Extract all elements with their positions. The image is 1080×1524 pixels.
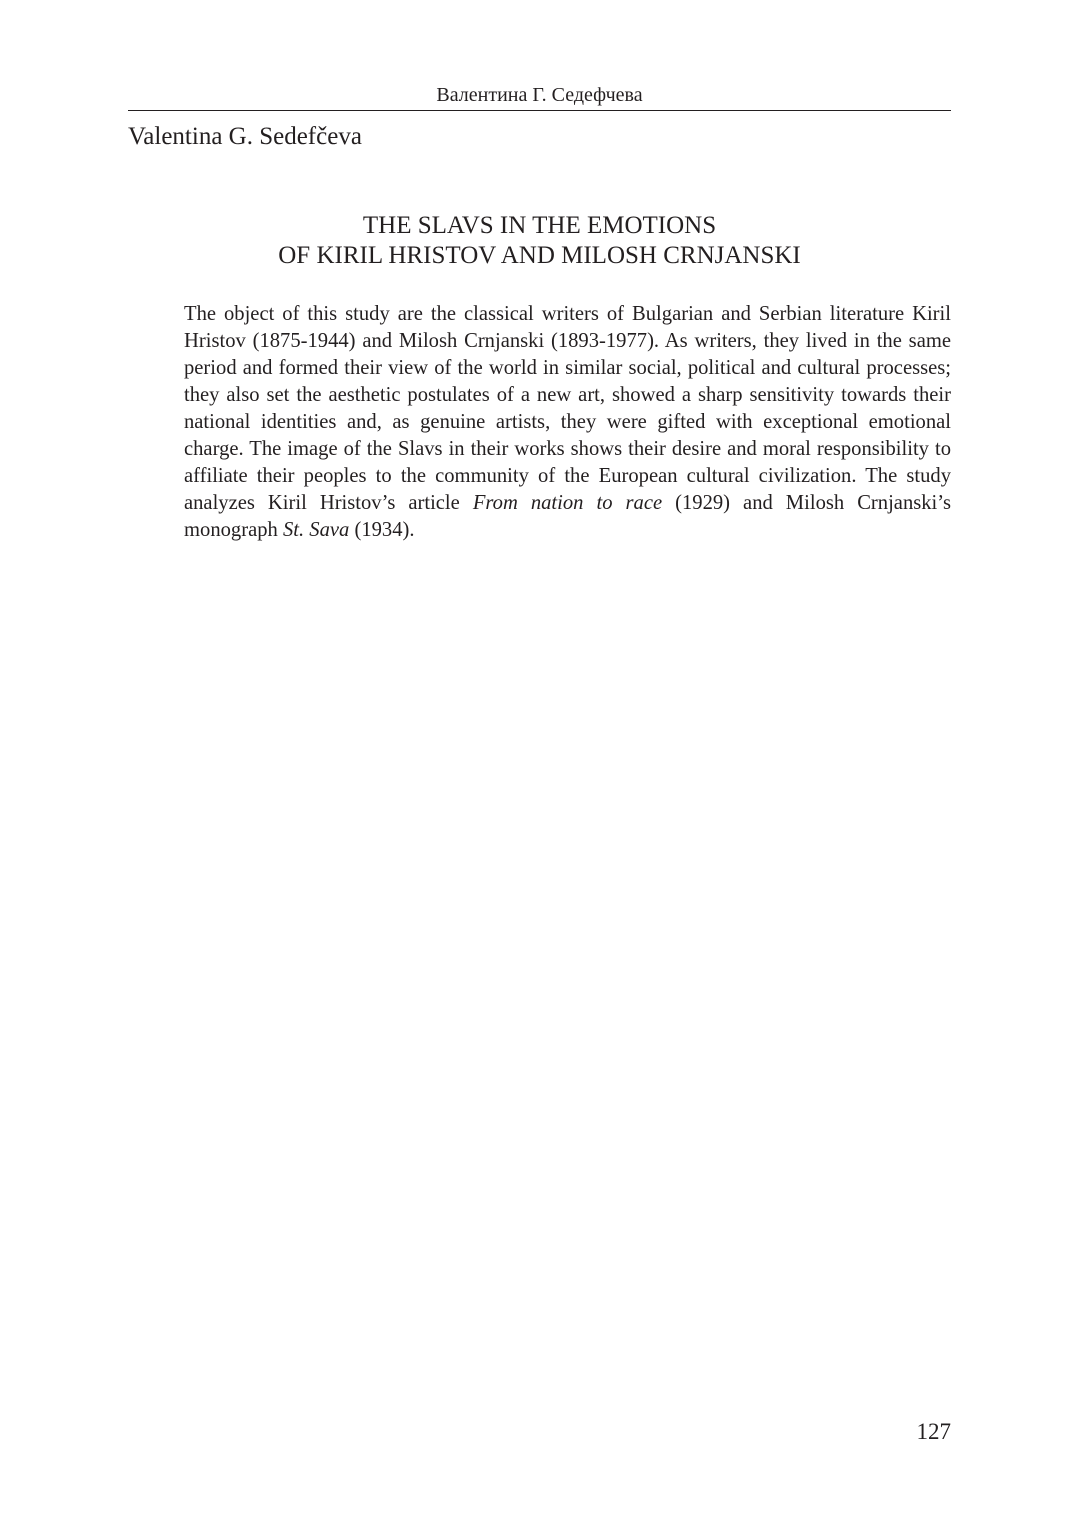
abstract-text-1: The object of this study are the classical writers of Bulgarian and Serbian literature Kiril Hristov (1875-1944) and Milosh Crnjanski (1893-1977). As writers, they lived in the same period and formed their view of the world in similar social, political and cultural processes; they also set the aesthetic postulates of a new art, showed a sharp sensitivity towards their national identities and, as genuine artists, they were gifted with exceptional emotional charge. The image of the Slavs in their works shows their desire and moral responsibility to affiliate their peoples to the community of the European cultural civilization. The study analyzes Kiril Hristov’s article: [184, 303, 951, 514]
abstract-work-title-2: St. Sava: [282, 519, 350, 541]
header-rule: [128, 110, 951, 111]
running-header: Валентина Г. Седефчева: [436, 84, 643, 106]
abstract-text-2: (1929) and Milosh Crnjanski’s monograph: [184, 492, 952, 541]
abstract-work-title-1: From nation to race: [472, 492, 663, 514]
title-line-2: OF KIRIL HRISTOV AND MILOSH CRNJANSKI: [278, 242, 801, 269]
author-name: Valentina G. Sedefčeva: [128, 123, 362, 150]
title-line-1: THE SLAVS IN THE EMOTIONS: [362, 212, 717, 239]
page-number: 127: [916, 1419, 951, 1444]
abstract-paragraph: [184, 301, 951, 544]
article-title: [128, 211, 951, 271]
abstract-text-3: (1934).: [349, 519, 415, 541]
